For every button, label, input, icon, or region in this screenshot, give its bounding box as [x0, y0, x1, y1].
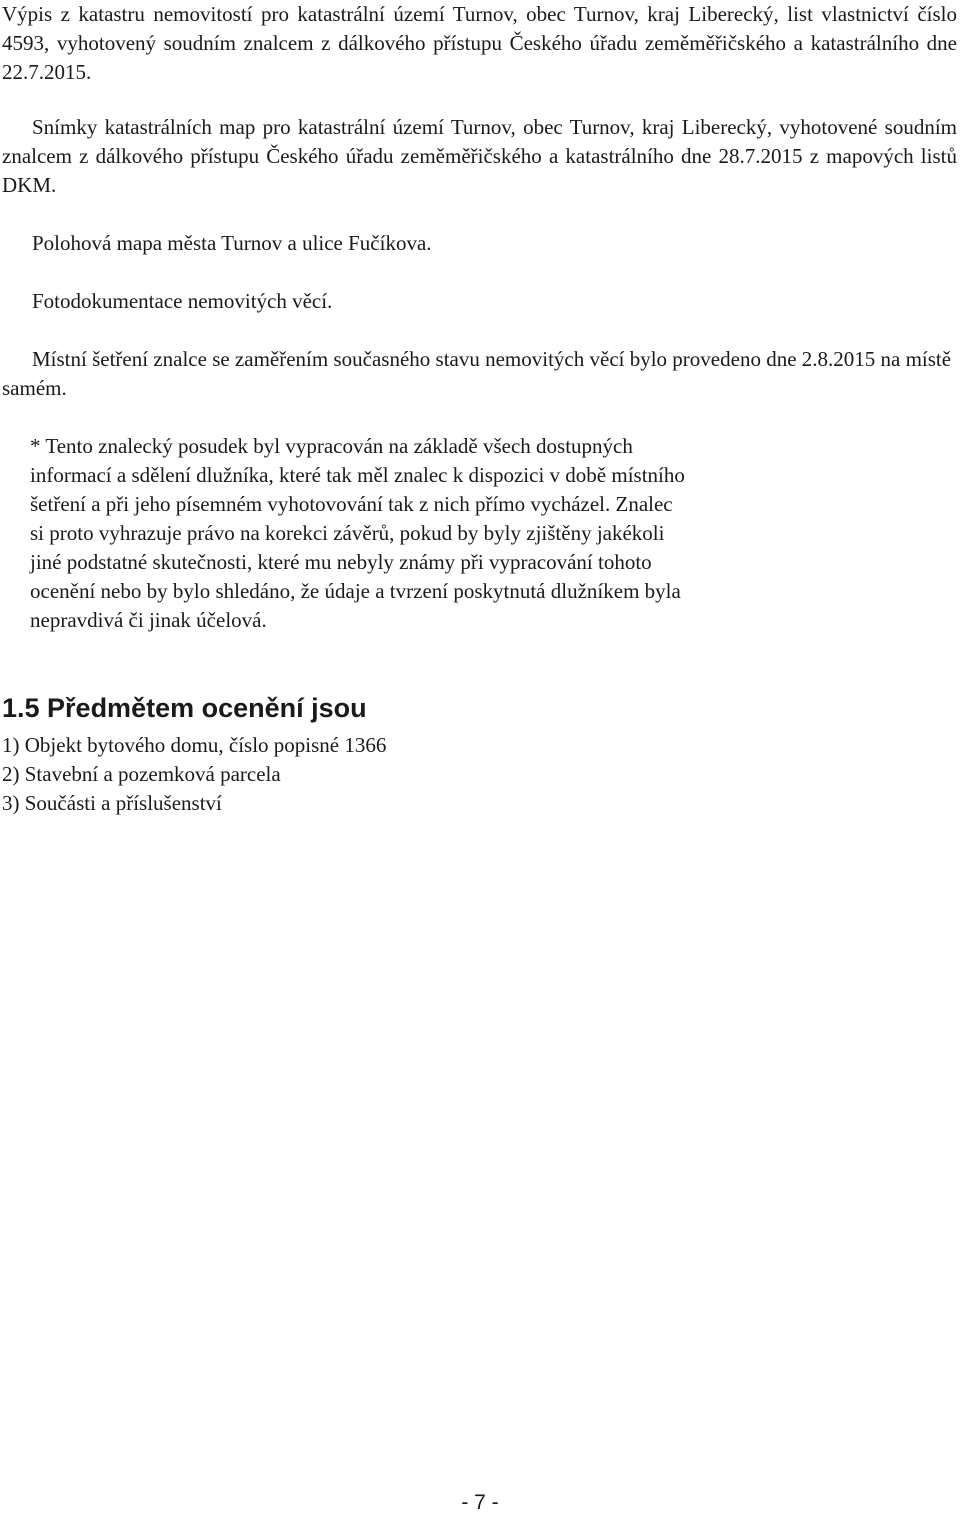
paragraph-position-map: Polohová mapa města Turnov a ulice Fučíkova.: [32, 231, 432, 255]
paragraph-photo-documentation: Fotodokumentace nemovitých věcí.: [32, 289, 333, 313]
list-item: 2) Stavební a pozemková parcela: [2, 762, 281, 786]
paragraph-local-inspection: Místní šetření znalce se zaměřením současného stavu nemovitých věcí bylo provedeno dne 2.8.2015 na místě samém.: [2, 347, 952, 400]
page-number: - 7 -: [461, 1491, 499, 1514]
paragraph-cadastre-extract: Výpis z katastru nemovitostí pro katastrální území Turnov, obec Turnov, kraj Liberecký, list vlastnictví číslo 4593, vyhotovený soudním znalcem z dálkového přístupu Českého úřadu zeměměřičského a katastrálního dne 22.7.2015.: [2, 2, 957, 84]
paragraph-disclaimer: * Tento znalecký posudek byl vypracován na základě všech dostupných informací a sdělení dlužníka, které tak měl znalec k dispozici v době místního šetření a při jeho písemném vyhotovování tak z nich přímo vycházel. Znalec si proto vyhrazuje právo na korekci závěrů, pokud by byly zjištěny jakékoli jiné podstatné skutečnosti, které mu nebyly známy při vypracování tohoto ocenění nebo by bylo shledáno, že údaje a tvrzení poskytnutá dlužníkem byla nepravdivá či jinak účelová.: [30, 434, 685, 632]
section-heading: 1.5 Předmětem ocenění jsou: [2, 693, 367, 723]
list-item: 1) Objekt bytového domu, číslo popisné 1366: [2, 733, 387, 757]
paragraph-cadastral-maps: Snímky katastrálních map pro katastrální území Turnov, obec Turnov, kraj Liberecký, vyhotovené soudním znalcem z dálkového přístupu Českého úřadu zeměměřičského a katastrálního dne 28.7.2015 z mapových listů DKM.: [2, 115, 957, 197]
valuation-items-list: [2, 731, 386, 818]
list-item: 3) Součásti a příslušenství: [2, 791, 222, 815]
